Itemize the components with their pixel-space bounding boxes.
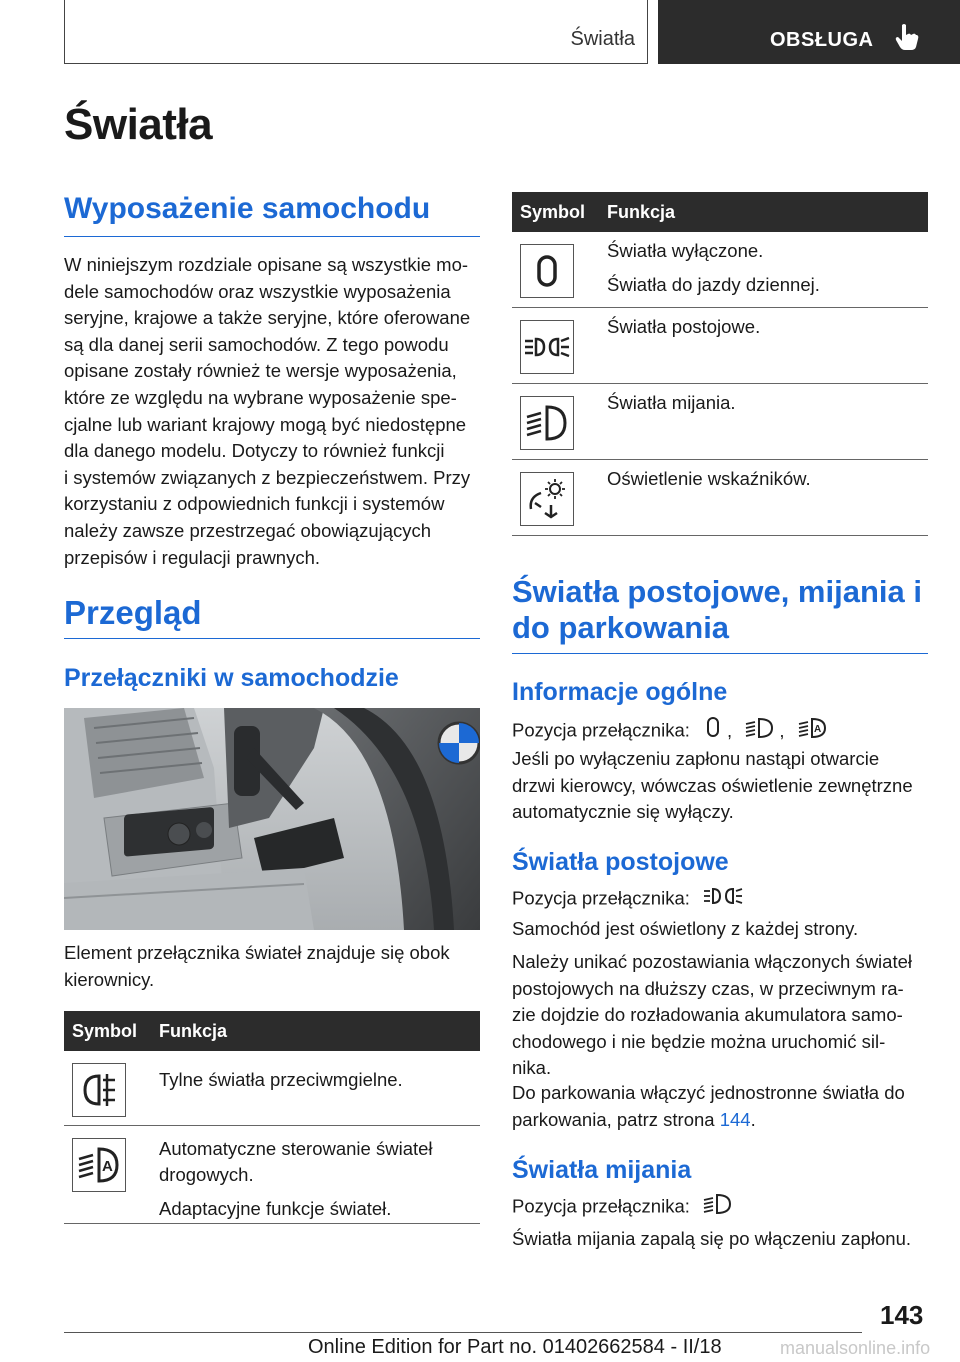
table-row bbox=[64, 1126, 480, 1224]
lights-off-icon bbox=[703, 716, 723, 748]
text-line: dla danego modelu. Dotyczy to również funkcji bbox=[64, 440, 445, 462]
text-line: zie dojdzie do rozładowania akumulatora samo- bbox=[512, 1004, 903, 1026]
function-text: Światła wyłączone. bbox=[607, 240, 764, 261]
general-info-heading: Informacje ogólne bbox=[512, 678, 728, 706]
text-line: nika. bbox=[512, 1057, 552, 1079]
parking-light-icon bbox=[520, 320, 574, 374]
function-text: Automatyczne sterowanie świateł drogowych. bbox=[159, 1138, 433, 1185]
auto-headlight-icon bbox=[798, 716, 828, 748]
symbol-table-right bbox=[512, 192, 928, 536]
low-beam-text: Światła mijania zapalą się po włączeniu zapłonu. bbox=[512, 1228, 912, 1249]
page-title: Światła bbox=[64, 100, 213, 149]
page-reference-link[interactable]: 144 bbox=[719, 1108, 751, 1130]
text-line: Jeśli po wyłączeniu zapłonu nastąpi otwarcie bbox=[512, 748, 880, 769]
reference-suffix: . bbox=[750, 1108, 756, 1130]
header-section-label: Światła bbox=[570, 28, 635, 50]
watermark: manualsonline.info bbox=[780, 1338, 931, 1358]
text-line: i systemów związanych z bezpieczeństwem. Przy bbox=[64, 466, 471, 488]
general-switch-position bbox=[512, 716, 932, 748]
text-line: są dla danej serii samochodów. Z tego powodu bbox=[64, 333, 449, 355]
position-label: Pozycja przełącznika: bbox=[512, 887, 690, 909]
parking-lights-heading: Światła postojowe bbox=[512, 848, 729, 876]
low-beam-icon bbox=[520, 396, 574, 450]
parking-switch-position bbox=[512, 884, 932, 916]
overview-heading: Przegląd bbox=[64, 594, 480, 639]
light-switch-photo bbox=[64, 708, 480, 930]
parking-warning-text bbox=[512, 949, 932, 1082]
separator: , bbox=[727, 719, 733, 741]
instrument-lighting-icon bbox=[520, 472, 574, 526]
text-line: które ze względu na wybrane wyposażenie spe- bbox=[64, 386, 457, 408]
symbol-table-left bbox=[64, 1011, 480, 1224]
text-line: cjalne lub wariant krajowy mogą być niedostępne bbox=[64, 413, 467, 435]
position-label: Pozycja przełącznika: bbox=[512, 719, 690, 741]
low-beam-icon bbox=[745, 716, 775, 748]
parking-lights-section-heading bbox=[512, 574, 928, 654]
table-row bbox=[64, 1051, 480, 1126]
reference-prefix: parkowania, patrz strona bbox=[512, 1108, 720, 1130]
text-line: korzystaniu z odpowiednich funkcji i systemów bbox=[64, 493, 445, 515]
text-line: Element przełącznika świateł znajduje się obok bbox=[64, 942, 450, 963]
function-text: Oświetlenie wskaźników. bbox=[607, 468, 811, 489]
separator: , bbox=[779, 719, 785, 741]
text-line: Należy unikać pozostawiania włączonych świateł bbox=[512, 951, 912, 972]
header-chapter-label: OBSŁUGA bbox=[770, 29, 874, 51]
parking-reference-text bbox=[512, 1080, 932, 1133]
function-text: Światła mijania. bbox=[607, 392, 736, 413]
function-cell bbox=[607, 238, 820, 306]
text-line: opisane zostały również te wersje wyposażenia, bbox=[64, 360, 457, 382]
col-function-header: Funkcja bbox=[159, 1021, 228, 1041]
low-beam-heading: Światła mijania bbox=[512, 1156, 692, 1184]
lights-off-icon bbox=[520, 244, 574, 298]
equipment-text bbox=[64, 252, 484, 571]
text-line: należy zawsze przestrzegać obowiązujących bbox=[64, 519, 432, 541]
low-beam-icon bbox=[703, 1192, 733, 1224]
function-cell bbox=[607, 466, 811, 500]
function-text: Światła do jazdy dziennej. bbox=[607, 274, 820, 295]
text-line: drzwi kierowcy, wówczas oświetlenie zewnętrzne bbox=[512, 774, 913, 796]
text-line: seryjne, krajowe a także seryjne, które oferowane bbox=[64, 307, 471, 329]
function-cell bbox=[159, 1067, 403, 1101]
col-symbol-header: Symbol bbox=[520, 202, 586, 222]
text-line: postojowych na dłuższy czas, w przeciwnym ra- bbox=[512, 977, 904, 999]
page-number: 143 bbox=[880, 1300, 924, 1330]
function-cell bbox=[607, 314, 760, 348]
rear-fog-light-icon bbox=[72, 1063, 126, 1117]
svg-text:A: A bbox=[102, 1158, 113, 1175]
header-chapter-tab bbox=[658, 0, 960, 64]
table-header bbox=[512, 192, 928, 232]
text-line: W niniejszym rozdziale opisane są wszystkie mo- bbox=[64, 254, 469, 275]
switch-location-caption bbox=[64, 940, 484, 993]
general-info-text bbox=[512, 746, 932, 826]
text-line: przepisów i regulacji prawnych. bbox=[64, 546, 321, 568]
parking-text-line: Samochód jest oświetlony z każdej strony. bbox=[512, 918, 859, 939]
function-cell bbox=[159, 1136, 469, 1230]
switches-heading: Przełączniki w samochodzie bbox=[64, 664, 399, 692]
table-header bbox=[64, 1011, 480, 1051]
table-row bbox=[512, 460, 928, 536]
parking-light-icon bbox=[703, 884, 743, 916]
position-label: Pozycja przełącznika: bbox=[512, 1195, 690, 1217]
footer-divider bbox=[64, 1332, 862, 1333]
text-line: automatycznie się wyłączy. bbox=[512, 801, 734, 823]
edition-footer: Online Edition for Part no. 01402662584 - II/18 bbox=[308, 1336, 722, 1358]
hand-pointer-icon bbox=[894, 22, 920, 52]
text-line: kierownicy. bbox=[64, 968, 155, 990]
table-row bbox=[512, 308, 928, 384]
auto-headlight-icon bbox=[72, 1138, 126, 1192]
table-row bbox=[512, 384, 928, 460]
header-section-tab bbox=[64, 0, 648, 64]
col-function-header: Funkcja bbox=[607, 202, 676, 222]
function-text: Tylne światła przeciwmgielne. bbox=[159, 1069, 403, 1090]
table-row bbox=[512, 232, 928, 308]
equipment-heading: Wyposażenie samochodu bbox=[64, 192, 480, 237]
heading-line: do parkowania bbox=[512, 610, 730, 645]
text-line: dele samochodów oraz wszystkie wyposażenia bbox=[64, 280, 451, 302]
function-cell bbox=[607, 390, 736, 424]
function-text: Światła postojowe. bbox=[607, 316, 761, 337]
svg-text:A: A bbox=[813, 724, 821, 735]
text-line: chodowego i nie będzie można uruchomić sil- bbox=[512, 1030, 886, 1052]
col-symbol-header: Symbol bbox=[72, 1021, 138, 1041]
function-text: Adaptacyjne funkcje świateł. bbox=[159, 1198, 392, 1219]
low-beam-switch-position bbox=[512, 1192, 932, 1224]
heading-line: Światła postojowe, mijania i bbox=[512, 574, 922, 609]
reference-line: Do parkowania włączyć jednostronne światła do bbox=[512, 1082, 905, 1103]
